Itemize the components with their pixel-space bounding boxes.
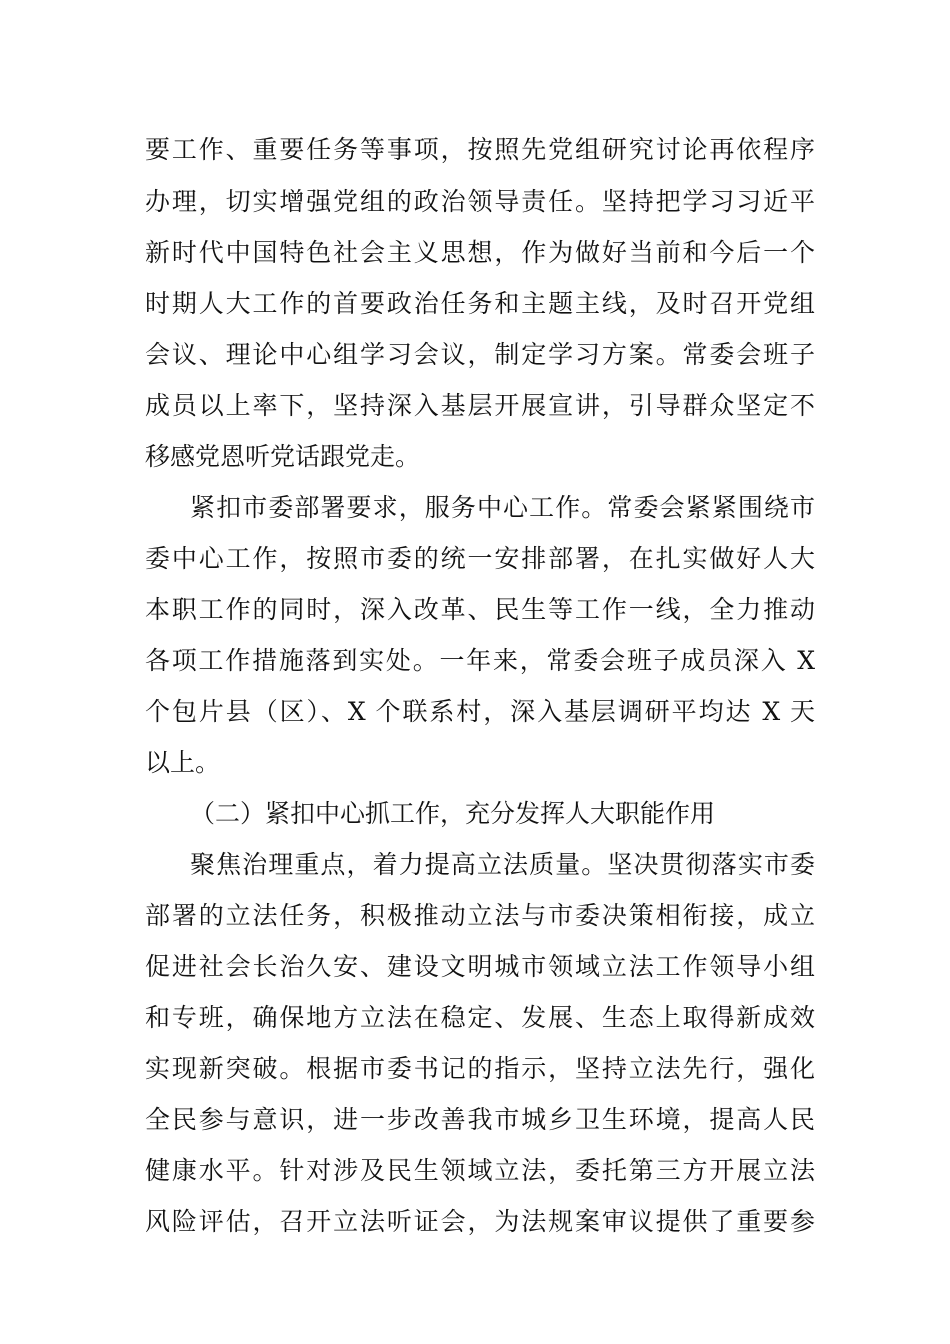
text-line-9: 委中心工作，按照市委的统一安排部署，在扎实做好人大 (145, 544, 815, 573)
text-line-19: 实现新突破。根据市委书记的指示，坚持立法先行，强化 (145, 1054, 815, 1083)
text-line-1: 要工作、重要任务等事项，按照先党组研究讨论再依程序 (145, 135, 815, 164)
text-line-6: 成员以上率下，坚持深入基层开展宣讲，引导群众坚定不 (145, 391, 815, 420)
section-heading: （二）紧扣中心抓工作，充分发挥人大职能作用 (190, 799, 716, 828)
text-line-21: 健康水平。针对涉及民生领域立法，委托第三方开展立法 (145, 1156, 815, 1185)
text-line-22: 风险评估，召开立法听证会，为法规案审议提供了重要参 (145, 1207, 815, 1236)
text-line-18: 和专班，确保地方立法在稳定、发展、生态上取得新成效 (145, 1003, 815, 1032)
text-line-20: 全民参与意识，进一步改善我市城乡卫生环境，提高人民 (145, 1105, 815, 1134)
text-line-16: 部署的立法任务，积极推动立法与市委决策相衔接，成立 (145, 901, 815, 930)
text-line-3: 新时代中国特色社会主义思想，作为做好当前和今后一个 (145, 238, 815, 267)
text-line-17: 促进社会长治久安、建设文明城市领域立法工作领导小组 (145, 952, 815, 981)
text-line-12: 个包片县（区）、X 个联系村，深入基层调研平均达 X 天 (145, 697, 815, 726)
text-line-7: 移感党恩听党话跟党走。 (145, 442, 421, 471)
text-line-13: 以上。 (145, 748, 221, 777)
paragraph-start-line: 聚焦治理重点，着力提高立法质量。坚决贯彻落实市委 (190, 850, 815, 879)
text-line-10: 本职工作的同时，深入改革、民生等工作一线，全力推动 (145, 595, 815, 624)
text-line-5: 会议、理论中心组学习会议，制定学习方案。常委会班子 (145, 340, 815, 369)
text-line-2: 办理，切实增强党组的政治领导责任。坚持把学习习近平 (145, 187, 815, 216)
text-line-11: 各项工作措施落到实处。一年来，常委会班子成员深入 X (145, 646, 815, 675)
paragraph-start-line: 紧扣市委部署要求，服务中心工作。常委会紧紧围绕市 (190, 493, 815, 522)
text-line-4: 时期人大工作的首要政治任务和主题主线，及时召开党组 (145, 289, 815, 318)
